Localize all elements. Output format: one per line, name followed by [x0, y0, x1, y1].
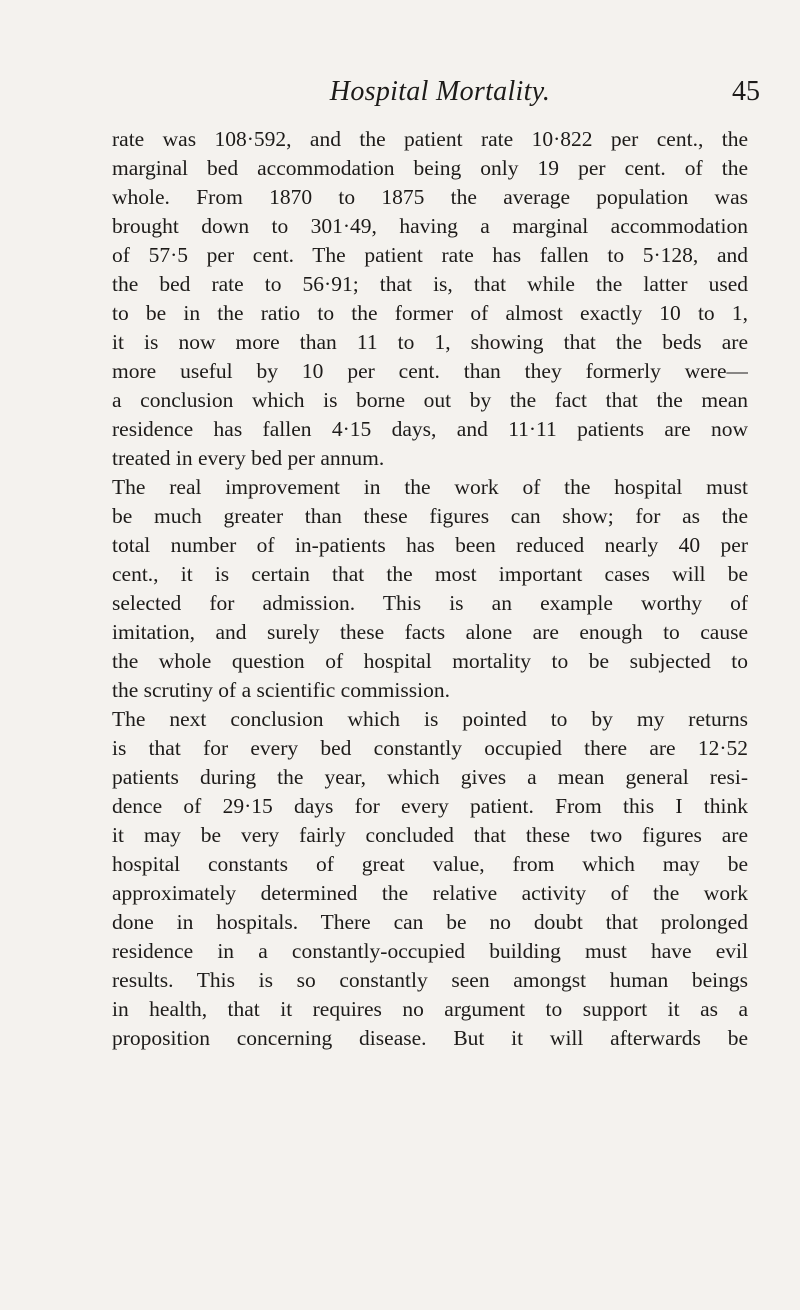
text-line: the scrutiny of a scientific commission.: [112, 678, 450, 702]
text-line: the whole question of hospital mortality to be subjected to: [112, 649, 748, 673]
text-line: done in hospitals. There can be no doubt that prolonged: [112, 910, 748, 934]
text-line: is that for every bed constantly occupied there are 12·52: [112, 736, 748, 760]
text-line: cent., it is certain that the most important cases will be: [112, 562, 748, 586]
text-line: it is now more than 11 to 1, showing that the beds are: [112, 330, 748, 354]
text-line: patients during the year, which gives a mean general resi-: [112, 765, 748, 789]
text-line: treated in every bed per annum.: [112, 446, 385, 470]
text-line: residence has fallen 4·15 days, and 11·11 patients are now: [112, 417, 748, 441]
text-line: proposition concerning disease. But it will afterwards be: [112, 1026, 748, 1050]
text-line: approximately determined the relative activity of the work: [112, 881, 748, 905]
text-line: the bed rate to 56·91; that is, that while the latter used: [112, 272, 748, 296]
text-line: more useful by 10 per cent. than they formerly were—: [112, 359, 748, 383]
text-line: a conclusion which is borne out by the fact that the mean: [112, 388, 748, 412]
text-line: be much greater than these figures can show; for as the: [112, 504, 748, 528]
running-title: Hospital Mortality.: [329, 76, 551, 107]
text-line: of 57·5 per cent. The patient rate has fallen to 5·128, and: [112, 243, 748, 267]
text-line: hospital constants of great value, from which may be: [112, 852, 748, 876]
text-line: in health, that it requires no argument to support it as a: [112, 997, 748, 1021]
text-line: rate was 108·592, and the patient rate 10·822 per cent., the: [112, 127, 748, 151]
text-line: imitation, and surely these facts alone are enough to cause: [112, 620, 748, 644]
text-line: total number of in-patients has been reduced nearly 40 per: [112, 533, 748, 557]
text-line: whole. From 1870 to 1875 the average population was: [112, 185, 748, 209]
text-line: selected for admission. This is an example worthy of: [112, 591, 748, 615]
text-line: it may be very fairly concluded that these two figures are: [112, 823, 748, 847]
body-text: [112, 125, 748, 1053]
page-number: 45: [732, 76, 760, 107]
text-line: dence of 29·15 days for every patient. From this I think: [112, 794, 748, 818]
text-line: to be in the ratio to the former of almost exactly 10 to 1,: [112, 301, 748, 325]
text-line: The next conclusion which is pointed to by my returns: [112, 707, 748, 731]
text-line: marginal bed accommodation being only 19 per cent. of the: [112, 156, 748, 180]
text-line: residence in a constantly-occupied building must have evil: [112, 939, 748, 963]
page-header: [100, 72, 760, 112]
text-line: brought down to 301·49, having a marginal accommodation: [112, 214, 748, 238]
text-line: The real improvement in the work of the hospital must: [112, 475, 748, 499]
text-line: results. This is so constantly seen amongst human beings: [112, 968, 748, 992]
